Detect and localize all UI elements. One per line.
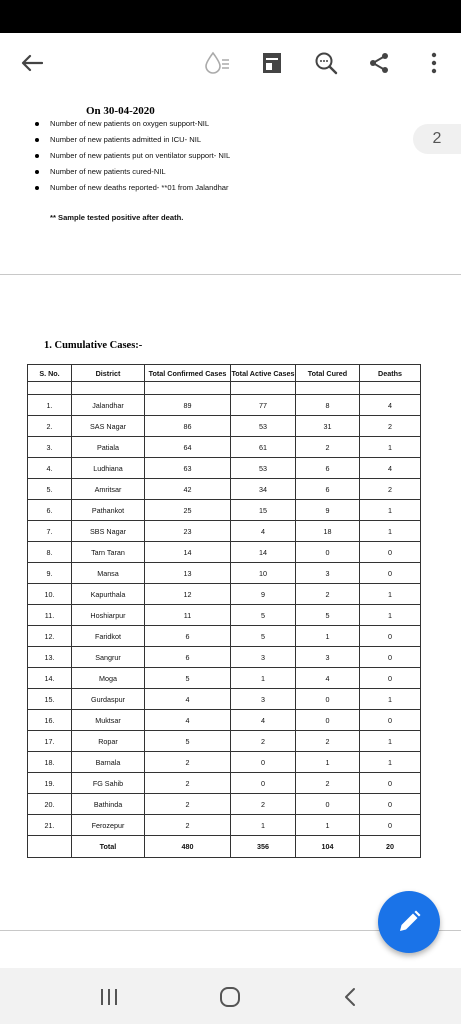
table-cell: 9 [231, 584, 296, 605]
table-cell: 4 [145, 710, 231, 731]
table-cell: 10. [28, 584, 72, 605]
table-cell: 14 [145, 542, 231, 563]
table-cell: 2 [360, 416, 421, 437]
back-arrow-icon[interactable] [14, 45, 50, 81]
table-cell: 0 [360, 563, 421, 584]
list-item: Number of new patients put on ventilator support- NIL [30, 151, 230, 167]
table-cell: Bathinda [72, 794, 145, 815]
table-cell: 1 [360, 521, 421, 542]
table-cell: 0 [296, 794, 360, 815]
table-cell: 4 [360, 395, 421, 416]
table-cell: 16. [28, 710, 72, 731]
table-cell: 6. [28, 500, 72, 521]
home-icon[interactable] [217, 984, 243, 1010]
table-row [28, 731, 421, 752]
table-cell: 2 [145, 773, 231, 794]
table-cell: 0 [360, 815, 421, 836]
bullet-list [30, 119, 230, 199]
table-cell: Jalandhar [72, 395, 145, 416]
table-cell: 1. [28, 395, 72, 416]
table-cell: 4 [360, 458, 421, 479]
table-cell: 4 [231, 710, 296, 731]
table-cell: Patiala [72, 437, 145, 458]
table-cell: 86 [145, 416, 231, 437]
table-cell: 5 [231, 626, 296, 647]
table-cell: 4 [145, 689, 231, 710]
table-cell: 23 [145, 521, 231, 542]
table-cell: 1 [360, 731, 421, 752]
table-cell: 13. [28, 647, 72, 668]
table-cell: Ludhiana [72, 458, 145, 479]
table-cell: 1 [231, 815, 296, 836]
table-cell: 12 [145, 584, 231, 605]
table-cell: 0 [360, 647, 421, 668]
table-cell: 1 [296, 752, 360, 773]
table-cell: 2 [296, 773, 360, 794]
table-cell: 4 [231, 521, 296, 542]
more-icon[interactable] [416, 45, 452, 81]
bullet-icon [35, 138, 39, 142]
table-cell: 5 [231, 605, 296, 626]
header-active: Total Active Cases [231, 365, 296, 382]
header-confirmed: Total Confirmed Cases [145, 365, 231, 382]
table-cell: 5 [145, 668, 231, 689]
table-cell: 2 [231, 794, 296, 815]
top-toolbar [0, 33, 461, 94]
table-row [28, 773, 421, 794]
bullet-icon [35, 186, 39, 190]
table-row [28, 815, 421, 836]
table-cell: 1 [360, 584, 421, 605]
table-cell: 0 [360, 710, 421, 731]
table-cell: 15 [231, 500, 296, 521]
table-row [28, 794, 421, 815]
total-confirmed: 480 [145, 836, 231, 858]
table-cell: 89 [145, 395, 231, 416]
table-cell: Ropar [72, 731, 145, 752]
table-cell: 1 [360, 437, 421, 458]
table-cell: Barnala [72, 752, 145, 773]
section-title: 1. Cumulative Cases:- [44, 340, 143, 351]
list-item: Number of new patients cured-NIL [30, 167, 230, 183]
table-row [28, 710, 421, 731]
table-cell: 34 [231, 479, 296, 500]
table-cell: 9 [296, 500, 360, 521]
table-cell: 3 [296, 647, 360, 668]
table-cell: Mansa [72, 563, 145, 584]
table-cell: 2 [296, 731, 360, 752]
reading-mode-icon[interactable] [199, 45, 235, 81]
table-cell: 8. [28, 542, 72, 563]
table-row [28, 668, 421, 689]
table-cell: 12. [28, 626, 72, 647]
table-row [28, 647, 421, 668]
table-cell: 2 [360, 479, 421, 500]
table-cell: 3 [231, 647, 296, 668]
table-cell: 2 [145, 752, 231, 773]
recent-apps-icon[interactable] [96, 984, 122, 1010]
header-cured: Total Cured [296, 365, 360, 382]
list-item: Number of new patients admitted in ICU- NIL [30, 135, 230, 151]
system-nav-bar [0, 968, 461, 1024]
header-district: District [72, 365, 145, 382]
table-cell: SAS Nagar [72, 416, 145, 437]
table-row [28, 521, 421, 542]
table-cell: 25 [145, 500, 231, 521]
table-cell: FG Sahib [72, 773, 145, 794]
table-row [28, 458, 421, 479]
table-cell: 0 [296, 542, 360, 563]
table-cell: Pathankot [72, 500, 145, 521]
date-heading: On 30-04-2020 [86, 105, 155, 117]
table-header-row [28, 365, 421, 382]
table-cell: 4 [296, 668, 360, 689]
table-row [28, 479, 421, 500]
table-cell: 2. [28, 416, 72, 437]
table-cell: 10 [231, 563, 296, 584]
table-cell: 2 [296, 437, 360, 458]
table-cell: 1 [360, 500, 421, 521]
table-body [28, 382, 421, 836]
table-cell: 2 [231, 731, 296, 752]
table-row [28, 605, 421, 626]
table-cell: 61 [231, 437, 296, 458]
table-row [28, 563, 421, 584]
table-cell: 77 [231, 395, 296, 416]
table-cell: Sangrur [72, 647, 145, 668]
cumulative-cases-table [27, 364, 421, 858]
table-cell: Muktsar [72, 710, 145, 731]
table-cell: 0 [360, 794, 421, 815]
table-cell: 6 [145, 647, 231, 668]
table-cell: 53 [231, 458, 296, 479]
table-cell: Amritsar [72, 479, 145, 500]
total-label: Total [72, 836, 145, 858]
table-cell: Moga [72, 668, 145, 689]
table-cell: 7. [28, 521, 72, 542]
table-cell: 9. [28, 563, 72, 584]
document-view[interactable] [0, 94, 461, 960]
back-icon[interactable] [337, 984, 363, 1010]
table-cell: 1 [360, 752, 421, 773]
table-cell: Tarn Taran [72, 542, 145, 563]
table-cell: 3 [296, 563, 360, 584]
footnote: ** Sample tested positive after death. [50, 213, 184, 222]
table-cell: Gurdaspur [72, 689, 145, 710]
table-cell: 31 [296, 416, 360, 437]
total-active: 356 [231, 836, 296, 858]
table-cell: 18 [296, 521, 360, 542]
table-cell: 17. [28, 731, 72, 752]
table-cell: 4. [28, 458, 72, 479]
table-cell: 1 [360, 605, 421, 626]
table-cell: Faridkot [72, 626, 145, 647]
table-row [28, 416, 421, 437]
bullet-icon [35, 170, 39, 174]
table-cell: 0 [360, 542, 421, 563]
table-row [28, 437, 421, 458]
table-cell: 1 [296, 815, 360, 836]
table-cell: 21. [28, 815, 72, 836]
table-cell: Hoshiarpur [72, 605, 145, 626]
table-cell: 1 [231, 668, 296, 689]
table-cell: 64 [145, 437, 231, 458]
table-cell: 5 [145, 731, 231, 752]
layout-icon[interactable] [254, 45, 290, 81]
table-row [28, 395, 421, 416]
page-divider [0, 274, 461, 275]
page-number-indicator[interactable]: 2 [413, 124, 461, 154]
table-cell: 6 [296, 479, 360, 500]
table-cell: 11. [28, 605, 72, 626]
table-cell: 2 [145, 794, 231, 815]
table-cell: 14 [231, 542, 296, 563]
total-cured: 104 [296, 836, 360, 858]
table-cell: 11 [145, 605, 231, 626]
table-row [28, 584, 421, 605]
header-deaths: Deaths [360, 365, 421, 382]
table-cell: 14. [28, 668, 72, 689]
bullet-icon [35, 122, 39, 126]
table-row [28, 542, 421, 563]
table-cell: 2 [296, 584, 360, 605]
search-icon[interactable] [308, 45, 344, 81]
table-cell: 42 [145, 479, 231, 500]
list-item: Number of new patients on oxygen support-NIL [30, 119, 230, 135]
table-cell: 5. [28, 479, 72, 500]
table-cell: 0 [360, 773, 421, 794]
status-bar [0, 0, 461, 33]
table-cell: Ferozepur [72, 815, 145, 836]
table-cell: 8 [296, 395, 360, 416]
edit-button[interactable] [378, 891, 440, 953]
table-cell: 18. [28, 752, 72, 773]
table-cell: 20. [28, 794, 72, 815]
table-cell: 0 [360, 626, 421, 647]
total-cell [28, 836, 72, 858]
list-item: Number of new deaths reported- **01 from Jalandhar [30, 183, 230, 199]
table-cell: 0 [231, 752, 296, 773]
total-deaths: 20 [360, 836, 421, 858]
table-row [28, 626, 421, 647]
table-cell: 6 [145, 626, 231, 647]
table-cell: 63 [145, 458, 231, 479]
table-cell: 0 [360, 668, 421, 689]
table-cell: 5 [296, 605, 360, 626]
table-cell: SBS Nagar [72, 521, 145, 542]
edit-pencil-icon [396, 909, 422, 935]
table-cell: Kapurthala [72, 584, 145, 605]
table-cell: 19. [28, 773, 72, 794]
table-cell: 3. [28, 437, 72, 458]
table-total-row [28, 836, 421, 858]
table-cell: 0 [231, 773, 296, 794]
table-cell: 0 [296, 689, 360, 710]
bullet-icon [35, 154, 39, 158]
table-cell: 2 [145, 815, 231, 836]
table-cell: 6 [296, 458, 360, 479]
table-cell: 1 [360, 689, 421, 710]
table-row [28, 500, 421, 521]
share-icon[interactable] [361, 45, 397, 81]
table-spacer-row [28, 382, 421, 395]
table-cell: 0 [296, 710, 360, 731]
table-row [28, 689, 421, 710]
table-cell: 15. [28, 689, 72, 710]
header-sno: S. No. [28, 365, 72, 382]
table-row [28, 752, 421, 773]
table-cell: 53 [231, 416, 296, 437]
table-cell: 1 [296, 626, 360, 647]
table-cell: 3 [231, 689, 296, 710]
table-cell: 13 [145, 563, 231, 584]
